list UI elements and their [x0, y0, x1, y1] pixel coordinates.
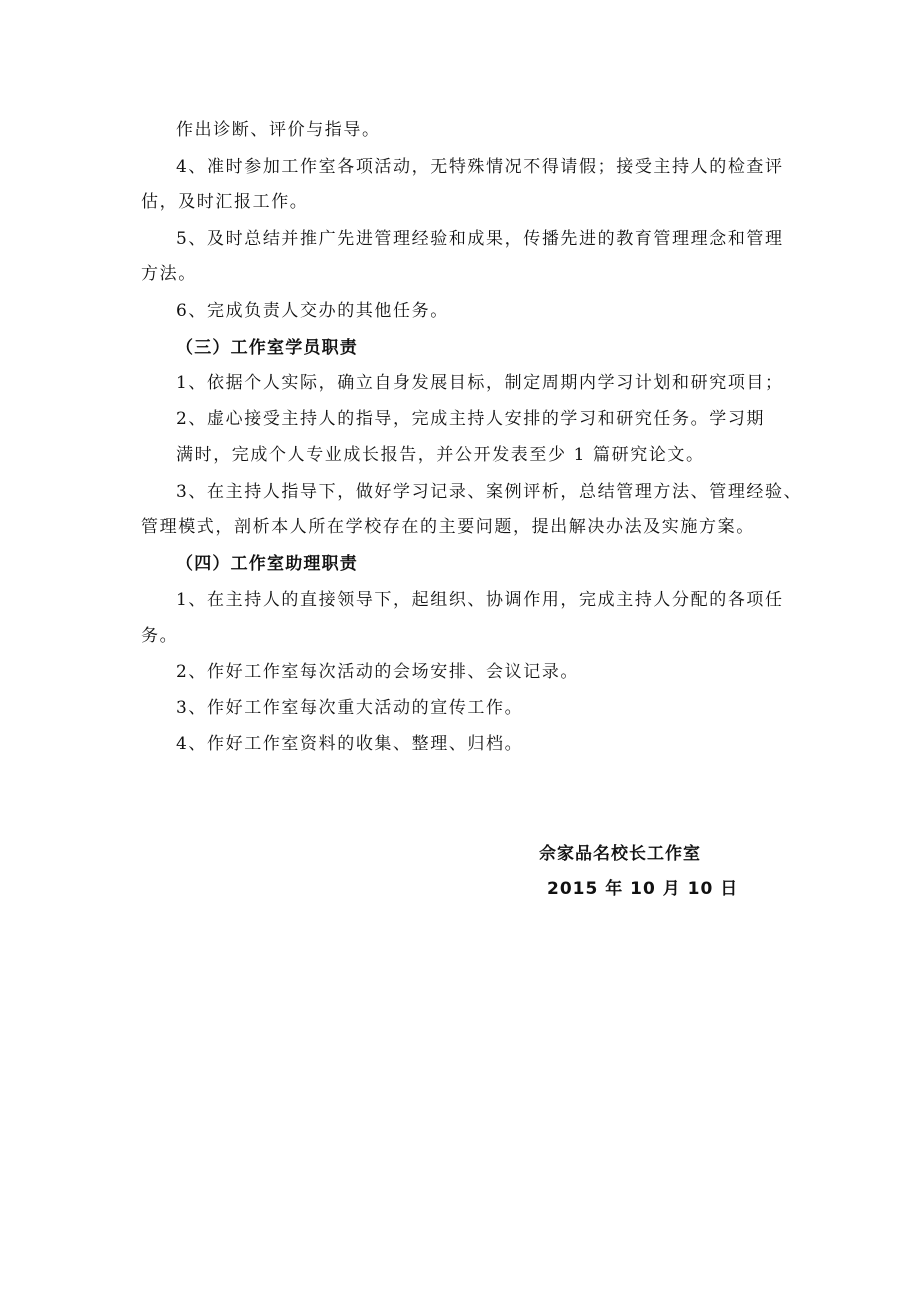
- text-line: 估，及时汇报工作。: [141, 192, 309, 212]
- text-line: 3、作好工作室每次重大活动的宣传工作。: [176, 698, 524, 718]
- text-line: 满时，完成个人专业成长报告，并公开发表至少 1 篇研究论文。: [176, 445, 705, 465]
- text-line: 6、完成负责人交办的其他任务。: [176, 301, 449, 321]
- text-line: 方法。: [141, 264, 197, 284]
- section-heading: （三）工作室学员职责: [176, 338, 358, 358]
- text-line: 5、及时总结并推广先进管理经验和成果，传播先进的教育管理理念和管理: [176, 229, 784, 249]
- text-line: 管理模式，剖析本人所在学校存在的主要问题，提出解决办法及实施方案。: [141, 517, 755, 537]
- signature-org: 佘家品名校长工作室: [539, 844, 701, 864]
- text-line: 2、作好工作室每次活动的会场安排、会议记录。: [176, 662, 580, 682]
- text-line: 2、虚心接受主持人的指导，完成主持人安排的学习和研究任务。学习期: [176, 409, 766, 429]
- text-line: 4、准时参加工作室各项活动，无特殊情况不得请假；接受主持人的检查评: [176, 157, 784, 177]
- text-line: 作出诊断、评价与指导。: [176, 120, 381, 140]
- text-line: 3、在主持人指导下，做好学习记录、案例评析，总结管理方法、管理经验、: [176, 482, 803, 502]
- text-line: 4、作好工作室资料的收集、整理、归档。: [176, 734, 524, 754]
- signature-date: 2015 年 10 月 10 日: [547, 879, 739, 899]
- text-line: 1、在主持人的直接领导下，起组织、协调作用，完成主持人分配的各项任: [176, 590, 784, 610]
- text-line: 务。: [141, 626, 179, 646]
- section-heading: （四）工作室助理职责: [176, 554, 358, 574]
- text-line: 1、依据个人实际，确立自身发展目标，制定周期内学习计划和研究项目；: [176, 373, 784, 393]
